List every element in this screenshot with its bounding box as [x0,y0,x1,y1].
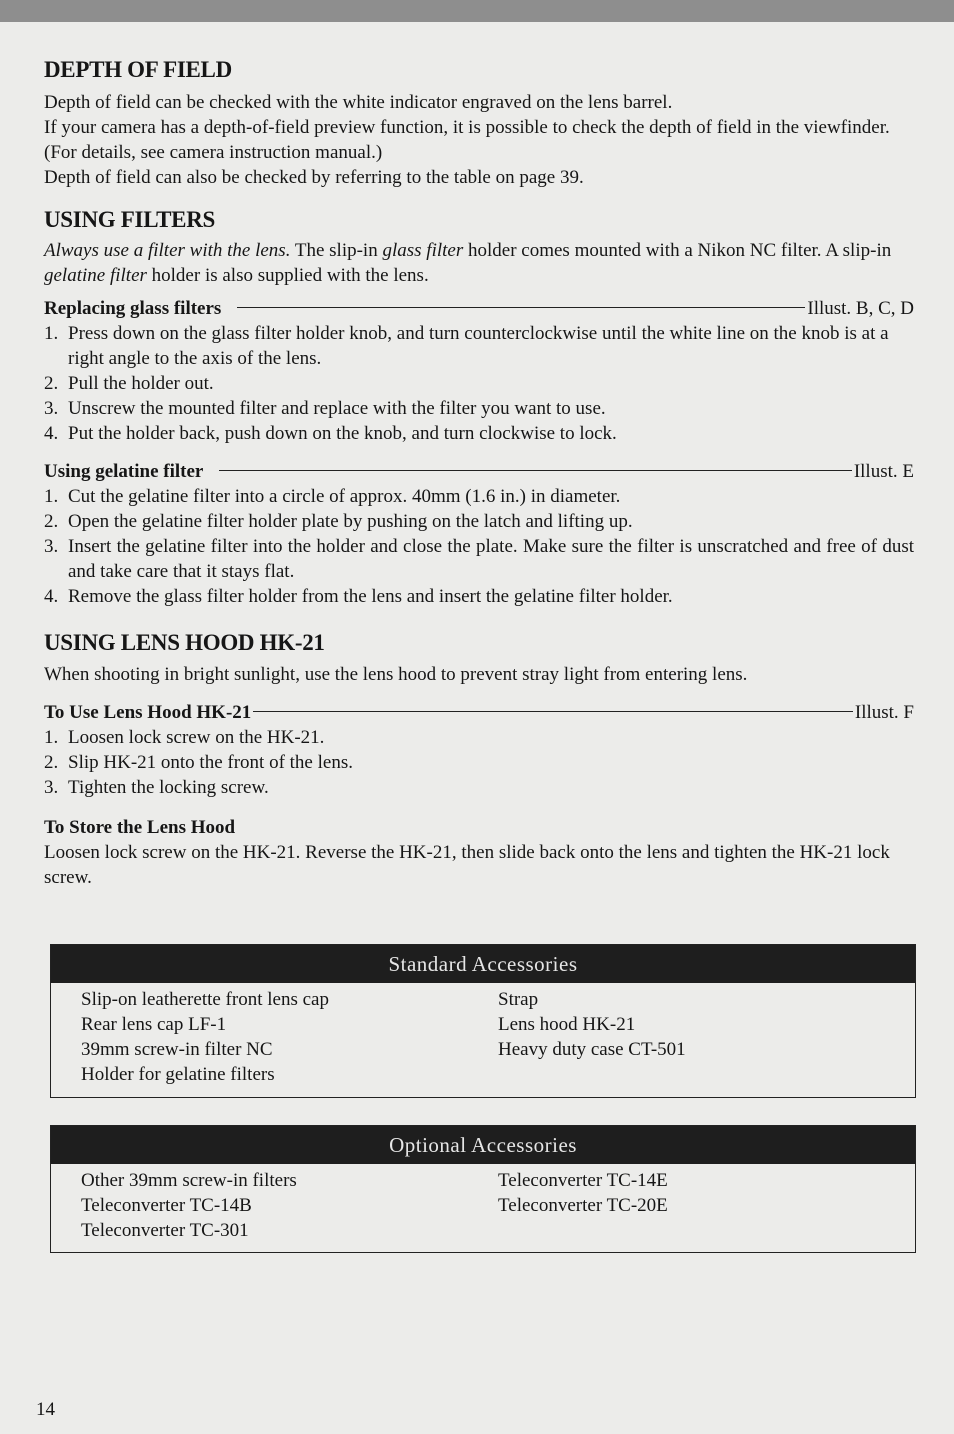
list-item: Rear lens cap LF-1 [81,1014,227,1035]
list-item: 1. Cut the gelatine filter into a circle of approx. 40mm (1.6 in.) in diameter. [44,486,621,507]
list-item: 1. Press down on the glass filter holder knob, and turn counterclockwise until the white line on the knob is at a right angle to the axis of the lens. [44,323,889,369]
standard-accessories-left [81,987,498,1087]
store-hood-text: Loosen lock screw on the HK-21. Reverse the HK-21, then slide back onto the lens and tighten the HK-21 lock screw. [44,842,890,888]
list-item: Holder for gelatine filters [81,1064,275,1085]
dof-line-1: Depth of field can be checked with the white indicator engraved on the lens barrel. [44,92,673,113]
list-item: 2. Slip HK-21 onto the front of the lens. [44,752,353,773]
glass-filter-steps [44,321,914,446]
dof-line-2: If your camera has a depth-of-field preview function, it is possible to check the depth of field in the viewfinder. (For details, see camera instruction manual.) [44,117,890,163]
dof-line-3: Depth of field can also be checked by referring to the table on page 39. [44,167,584,188]
store-hood-title: To Store the Lens Hood [44,817,236,838]
list-item: Slip-on leatherette front lens cap [81,989,329,1010]
glass-filters-ref: Illust. B, C, D [807,298,914,319]
page-content [44,56,914,890]
list-item: 2. Open the gelatine filter holder plate by pushing on the latch and lifting up. [44,511,633,532]
optional-accessories-right [498,1168,915,1243]
list-item: Strap [498,989,539,1010]
filters-heading: USING FILTERS [44,207,216,232]
filters-intro-glass: glass filter [382,240,464,261]
lens-hood-heading: USING LENS HOOD HK-21 [44,630,325,655]
glass-filters-title: Replacing glass filters [44,298,222,319]
leader-line [219,470,851,471]
list-item: 3. Tighten the locking screw. [44,777,269,798]
gelatine-filter-ref: Illust. E [853,461,914,482]
list-item: Teleconverter TC-20E [498,1195,668,1216]
list-item: Teleconverter TC-14E [498,1170,668,1191]
optional-accessories-box [50,1125,916,1253]
glass-filters-subheading [44,296,914,321]
use-hood-title: To Use Lens Hood HK-21 [44,702,252,723]
list-item: Heavy duty case CT-501 [498,1039,686,1060]
list-item: 3. Insert the gelatine filter into the holder and close the plate. Make sure the filter is unscratched and free of dust and take care that it stays flat. [44,536,914,582]
list-item: Lens hood HK-21 [498,1014,636,1035]
depth-of-field-heading: DEPTH OF FIELD [44,57,232,82]
leader-line [237,307,805,308]
list-item: 39mm screw-in filter NC [81,1039,273,1060]
list-item: 3. Unscrew the mounted filter and replace with the filter you want to use. [44,398,606,419]
filters-intro-gelatine: gelatine filter [44,265,147,286]
list-item: Teleconverter TC-14B [81,1195,252,1216]
optional-accessories-title: Optional Accessories [51,1126,915,1164]
list-item: Teleconverter TC-301 [81,1220,249,1241]
leader-line [253,711,853,712]
gelatine-filter-subheading [44,459,914,484]
top-border-bar [0,0,954,22]
standard-accessories-box [50,944,916,1098]
lens-hood-intro: When shooting in bright sunlight, use the lens hood to prevent stray light from entering lens. [44,664,748,685]
list-item: 2. Pull the holder out. [44,373,214,394]
filters-intro [44,238,914,288]
gelatine-filter-steps [44,484,914,609]
list-item: 1. Loosen lock screw on the HK-21. [44,727,325,748]
filters-intro-text-a: The slip-in [290,240,383,261]
store-hood-subheading [44,815,914,840]
list-item: Other 39mm screw-in filters [81,1170,297,1191]
list-item: 4. Put the holder back, push down on the knob, and turn clockwise to lock. [44,423,617,444]
standard-accessories-title: Standard Accessories [51,945,915,983]
list-item: 4. Remove the glass filter holder from the lens and insert the gelatine filter holder. [44,586,673,607]
filters-intro-italic: Always use a filter with the lens. [44,240,291,261]
filters-intro-text-b: holder comes mounted with a Nikon NC filter. A slip-in [463,240,892,261]
optional-accessories-left [81,1168,498,1243]
gelatine-filter-title: Using gelatine filter [44,461,204,482]
page-number: 14 [36,1399,55,1420]
use-hood-steps [44,725,914,800]
use-hood-subheading [44,700,914,725]
standard-accessories-right [498,987,915,1087]
filters-intro-text-c: holder is also supplied with the lens. [146,265,429,286]
use-hood-ref: Illust. F [854,702,914,723]
